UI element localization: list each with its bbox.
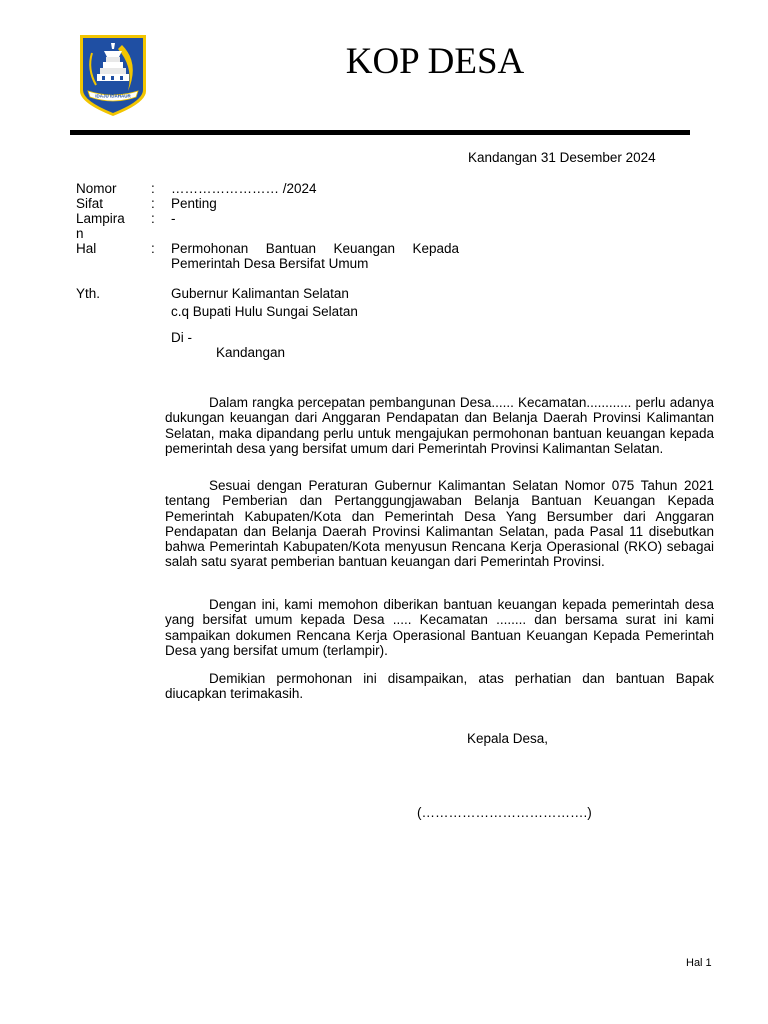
sifat-value: Penting — [171, 196, 217, 211]
village-logo — [78, 33, 148, 118]
recipient-line1: Gubernur Kalimantan Selatan — [171, 286, 349, 301]
hal-value-line1: Permohonan Bantuan Keuangan Kepada — [171, 241, 459, 256]
nomor-value: …………………… /2024 — [171, 181, 317, 196]
body-paragraph-1: Dalam rangka percepatan pembangunan Desa...... Kecamatan............ perlu adanya dukungan keuangan dari Anggaran Pendapatan dan Belanja Daerah Provinsi Kalimantan Selatan, maka dipandang perlu untuk mengajukan permohonan bantuan keuangan kepada pemerintah desa yang bersifat umum dari Pemerintah Provinsi Kalimantan Selatan. — [165, 395, 714, 456]
emblem-ribbon-text: IDAJU IDAHAUR — [95, 93, 131, 99]
lampiran-label: Lampira — [76, 211, 125, 226]
page-number: Hal 1 — [686, 957, 712, 969]
letterhead-title: KOP DESA — [345, 41, 525, 82]
nomor-label: Nomor — [76, 181, 117, 196]
recipient-line2: c.q Bupati Hulu Sungai Selatan — [171, 304, 358, 319]
sifat-colon: : — [151, 196, 155, 211]
body-paragraph-3: Dengan ini, kami memohon diberikan bantuan keuangan kepada pemerintah desa yang bersifat umum kepada Desa ..... Kecamatan ........ dan bersama surat ini kami sampaikan dokumen Rencana Kerja Operasional Bantuan Keuangan Kepada Pemerintah Desa yang bersifat umum (terlampir). — [165, 597, 714, 658]
lampiran-label-wrap: n — [76, 226, 84, 241]
recipient-label: Yth. — [76, 286, 101, 301]
lampiran-value: - — [171, 211, 176, 226]
body-paragraph-4: Demikian permohonan ini disampaikan, atas perhatian dan bantuan Bapak diucapkan terimakasih. — [165, 671, 714, 702]
province-emblem-icon — [78, 33, 148, 118]
hal-colon: : — [151, 241, 155, 256]
lampiran-colon: : — [151, 211, 155, 226]
signature-name-placeholder: (……………………………….) — [417, 805, 592, 820]
signature-title: Kepala Desa, — [467, 731, 549, 746]
letterhead-divider — [70, 130, 690, 135]
place-date: Kandangan 31 Desember 2024 — [468, 150, 656, 165]
recipient-city: Kandangan — [216, 345, 286, 360]
sifat-label: Sifat — [76, 196, 104, 211]
hal-label: Hal — [76, 241, 97, 256]
nomor-colon: : — [151, 181, 155, 196]
recipient-di: Di - — [171, 330, 192, 345]
body-paragraph-2: Sesuai dengan Peraturan Gubernur Kalimantan Selatan Nomor 075 Tahun 2021 tentang Pemberian dan Pertanggungjawaban Belanja Bantuan Keuangan Kepada Pemerintah Kabupaten/Kota dan Pemerintah Desa Yang Bersumber dari Anggaran Pendapatan dan Belanja Daerah Provinsi Kalimantan Selatan, pada Pasal 11 disebutkan bahwa Pemerintah Kabupaten/Kota menyusun Rencana Kerja Operasional (RKO) sebagai salah satu syarat pemberian bantuan keuangan dari Pemerintah Provinsi. — [165, 478, 714, 570]
hal-value-line2: Pemerintah Desa Bersifat Umum — [171, 256, 369, 271]
hal-value — [171, 241, 459, 271]
